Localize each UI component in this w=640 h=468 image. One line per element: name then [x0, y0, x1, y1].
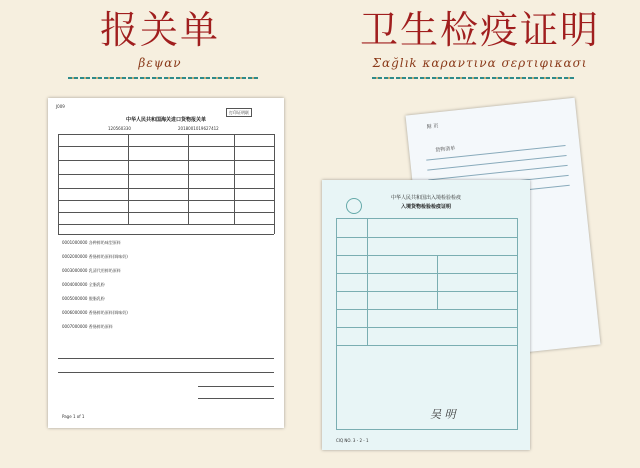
declaration-date: 2018001019627412 — [178, 126, 219, 131]
subtitle-customs: βεψαν — [138, 56, 182, 70]
goods-row: 0003000000 乳清代用鲜奶原料 — [62, 268, 121, 273]
signature: 吴 明 — [430, 408, 456, 421]
goods-row: 0001000000 各种鲜奶味型原料 — [62, 240, 121, 245]
goods-list-subtitle: 货物清单 — [435, 145, 456, 154]
goods-row: 0004000000 全脂乳粉 — [62, 282, 105, 287]
goods-row: 0007000000 香肠鲜奶原料 — [62, 324, 113, 329]
health-certificate-title-line2: 入境货物检验检疫证明 — [400, 204, 451, 210]
declaration-number: 120560330 — [108, 126, 131, 131]
goods-row: 0006000000 香肠鲜奶原料(调味奶) — [62, 310, 128, 315]
customs-declaration-title: 中华人民共和国海关进口货物报关单 — [125, 117, 206, 123]
health-certificate-document — [322, 180, 530, 450]
goods-row: 0002000000 香肠鲜奶原料(调味奶) — [62, 254, 128, 259]
corner-code: J009 — [56, 104, 65, 109]
customs-declaration-document — [48, 98, 284, 428]
print-proof-label: 打印证明联 — [226, 108, 252, 117]
health-certificate-title-line1: 中华人民共和国出入境检验检疫 — [390, 195, 461, 201]
subtitle-health: Σαğlık καραντινα σερτιφικασι — [372, 56, 588, 70]
ornament-divider-left — [68, 74, 258, 82]
certificate-footer: CIQ NO. 3 - 2 - 1 — [336, 438, 369, 443]
ornament-divider-right — [372, 74, 574, 82]
goods-list-title: 附 页 — [426, 123, 439, 131]
header-customs — [0, 0, 320, 60]
header-title-customs: 报关单 — [99, 8, 220, 52]
certificate-form-grid — [336, 218, 518, 430]
header-title-health: 卫生检疫证明 — [359, 8, 600, 52]
page-footer: Page 1 of 1 — [62, 414, 85, 419]
header-health — [320, 0, 640, 60]
goods-row: 0005000000 脱脂乳粉 — [62, 296, 105, 301]
